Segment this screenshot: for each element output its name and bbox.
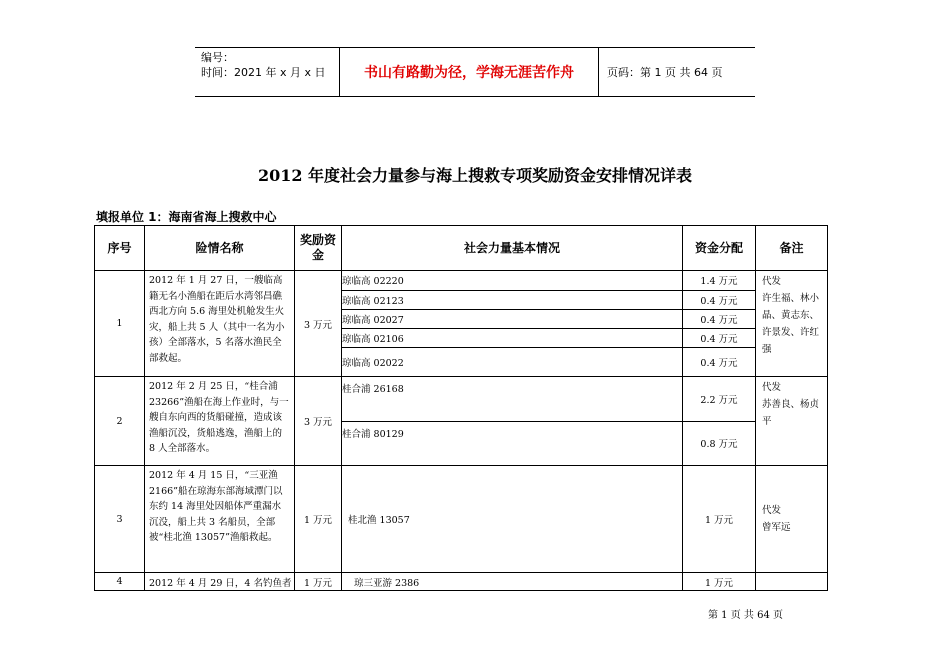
award-table [94,225,828,591]
row-no: 3 [95,466,145,573]
row-reward: 1 万元 [295,573,342,591]
fund-item: 0.4 万元 [700,357,738,369]
row-desc: 2012 年 4 月 29 日，4 名钓鱼者 [145,573,295,591]
forces-list [342,377,682,465]
row-note: 代发 曾军远 [756,466,828,573]
row-note [756,573,828,591]
force-item: 琼临高 02106 [342,328,682,347]
reporting-unit: 填报单位 1：海南省海上搜救中心 [96,210,277,224]
header-reward: 奖励资金 [295,226,342,271]
header-note: 备注 [756,226,828,271]
row-no: 4 [95,573,145,591]
row-no: 2 [95,377,145,466]
force-item: 桂合浦 80129 [342,428,404,440]
fund-item: 0.8 万元 [700,439,738,451]
page-footer: 第 1 页 共 64 页 [708,610,783,621]
table-row [95,466,828,573]
fund-item: 0.4 万元 [683,309,755,328]
table-row [95,377,828,466]
row-reward: 1 万元 [295,466,342,573]
force-item: 桂北渔 13057 [342,466,683,573]
fund-item: 1 万元 [683,466,756,573]
row-desc: 2012 年 1 月 27 日，一艘临高籍无名小渔船在距后水湾邻昌礁西北方向 5.6 海里处机舱发生火灾，船上共 5 人（其中一名为小孩）全部落水，5 名落水渔民全部救起。 [145,271,295,377]
force-item: 琼临高 02027 [342,309,682,328]
table-row [95,573,828,591]
table-header-row [95,226,828,271]
fund-item: 0.4 万元 [683,290,755,309]
fund-item: 0.4 万元 [683,328,755,347]
fund-item: 1.4 万元 [683,271,755,290]
table-row [95,271,828,377]
document-title: 2012 年度社会力量参与海上搜救专项奖励资金安排情况详表 [257,166,693,185]
time-label: 时间：2021 年 x 月 x 日 [201,66,326,79]
fund-item: 1 万元 [683,573,756,591]
funds-list [683,377,755,465]
header-funds: 资金分配 [683,226,756,271]
header-motto: 书山有路勤为径，学海无涯苦作舟 [340,48,599,96]
header-no: 序号 [95,226,145,271]
row-reward: 3 万元 [295,271,342,377]
header-page-label: 页码：第 1 页 共 64 页 [607,66,723,79]
row-note: 代发 许生福、林小晶、黄志东、许景发、许红强 [756,271,828,377]
header-forces: 社会力量基本情况 [342,226,683,271]
force-item: 琼三亚游 2386 [342,573,683,591]
force-item: 桂合浦 26168 [342,377,682,421]
funds-list [683,271,755,376]
number-label: 编号： [201,51,234,64]
row-desc: 2012 年 2 月 25 日，“桂合浦 23266”渔船在海上作业时，与一艘自东向西的货船碰撞，造成该渔船沉没，货船逃逸，渔船上的 8 人全部落水。 [145,377,295,466]
header-name: 险情名称 [145,226,295,271]
header-meta [195,48,340,96]
page-header [195,47,755,97]
fund-item: 2.2 万元 [683,377,755,421]
force-item: 琼临高 02123 [342,290,682,309]
force-item: 琼临高 02022 [342,357,404,369]
row-reward: 3 万元 [295,377,342,466]
row-no: 1 [95,271,145,377]
row-note: 代发 苏善良、杨贞平 [756,377,828,466]
forces-list [342,271,682,376]
row-desc: 2012 年 4 月 15 日，“三亚渔 2166”船在琼海东部海域潭门以东约 14 海里处因船体严重漏水沉没，船上共 3 名船员，全部被“桂北渔 13057”渔船救起。 [145,466,295,573]
force-item: 琼临高 02220 [342,271,682,290]
